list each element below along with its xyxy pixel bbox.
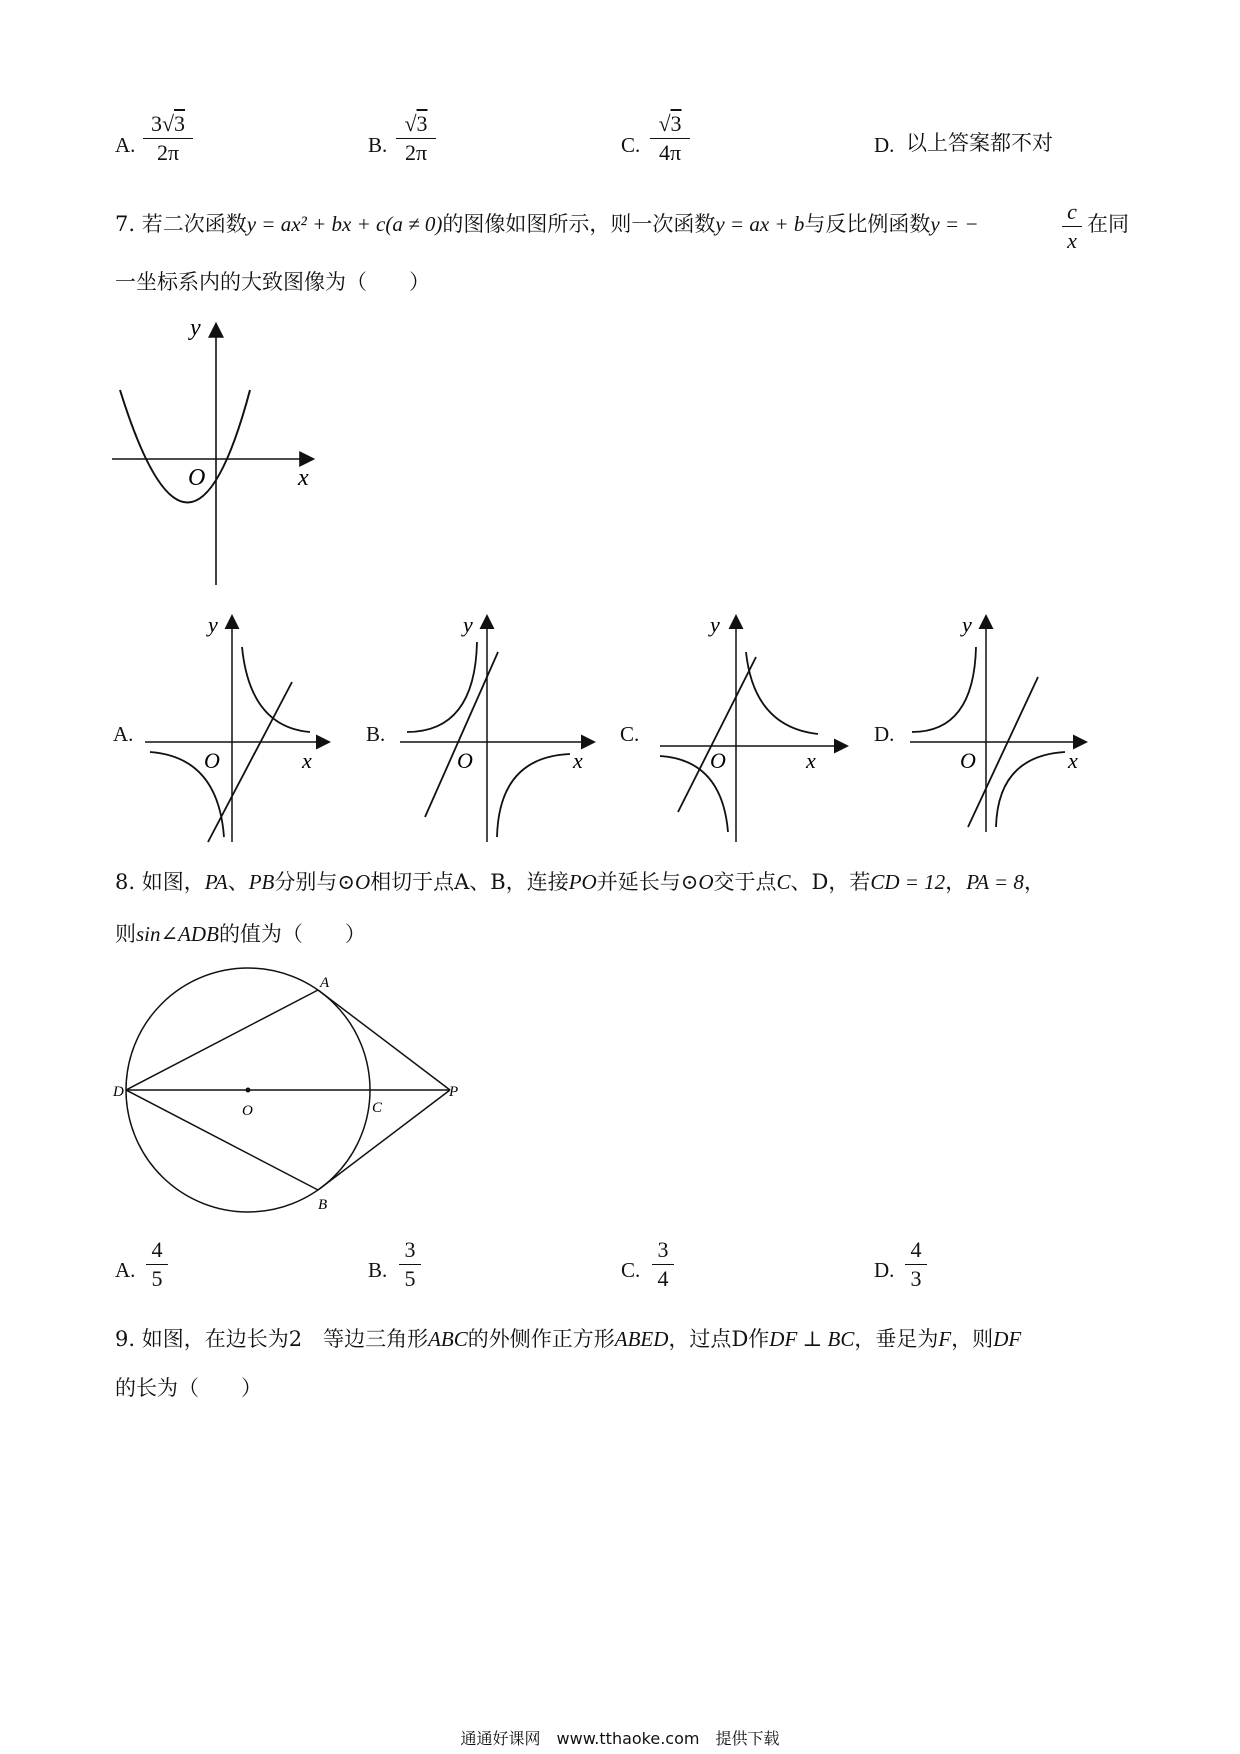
hyperbola-branch-1 [242,647,310,732]
q7-option-d-graph [900,612,1100,847]
q8-option-d-fraction: 4 3 [905,1238,927,1291]
q6-option-c-fraction: √3 4π [650,112,690,165]
q6-option-a-label: A. [115,133,136,157]
q7-line2: 一坐标系内的大致图像为（ ） [115,270,430,294]
q9-line1: 9. 如图，在边长为2 等边三角形ABC的外侧作正方形ABED，过点D作DF ⊥ BC，垂足为F，则DF [115,1327,1022,1351]
q8-line2: 则sin∠ADB的值为（ ） [115,922,366,946]
tangent-pa [318,990,450,1090]
q8-option-b-label: B. [368,1258,388,1282]
page-footer: 通通好课网 www.tthaoke.com 提供下载 [460,1729,780,1748]
q8-option-c-fraction: 3 4 [652,1238,674,1291]
y-axis-label: y [463,612,473,637]
origin-label: O [457,748,473,773]
q7-option-c-label: C. [620,722,640,746]
parabola-curve [120,390,250,503]
hyperbola-branch-1 [912,647,976,732]
center-point [246,1088,251,1093]
q7-option-b-graph [395,612,605,847]
q7-option-a-graph [140,612,340,847]
q8-option-a-fraction: 4 5 [146,1238,168,1291]
origin-label: O [960,748,976,773]
q8-option-c-label: C. [621,1258,641,1282]
linear-line [968,677,1038,827]
q8-option-d-label: D. [874,1258,895,1282]
q6-option-a-fraction: 3√3 2π [143,112,193,165]
label-p: P [449,1084,459,1100]
q7-option-c-graph [648,612,858,847]
label-a: A [320,975,330,991]
q7-line1: 7. 若二次函数y = ax² + bx + c(a ≠ 0)的图像如图所示，则一次函数y = ax + b与反比例函数y = − [115,212,979,236]
q6-option-b-label: B. [368,133,388,157]
q8-option-b-fraction: 3 5 [399,1238,421,1291]
x-axis-label: x [806,748,816,773]
q6-option-d-label: D. [874,133,895,157]
q8-line1: 8. 如图，PA、PB分别与⊙O相切于点A、B，连接PO并延长与⊙O交于点C、D，若CD = 12，PA = 8， [115,870,1045,894]
label-c: C [372,1100,383,1116]
y-axis-label: y [710,612,720,637]
origin-label: O [188,465,206,491]
y-axis-label: y [190,315,201,341]
q7-option-a-label: A. [113,722,134,746]
q6-option-b-fraction: √3 2π [396,112,436,165]
origin-label: O [204,748,220,773]
q6-option-c-label: C. [621,133,641,157]
x-axis-label: x [298,465,309,491]
x-axis-label: x [302,748,312,773]
hyperbola-branch-1 [746,652,818,734]
q7-line1-end: 在同 [1087,212,1129,236]
x-axis-label: x [1068,748,1078,773]
linear-line [208,682,292,842]
origin-label: O [710,748,726,773]
q8-option-a-label: A. [115,1258,136,1282]
y-axis-label: y [208,612,218,637]
label-o: O [242,1103,253,1119]
q7-option-b-label: B. [366,722,386,746]
label-d: D [113,1084,124,1100]
y-axis-label: y [962,612,972,637]
q7-parabola-graph [100,315,325,590]
hyperbola-branch-2 [996,752,1065,827]
q8-circle-figure [105,965,485,1215]
hyperbola-branch-2 [497,754,570,837]
q7-option-d-label: D. [874,722,895,746]
chord-da [126,990,318,1090]
q6-option-d-text: 以上答案都不对 [906,131,1053,155]
x-axis-label: x [573,748,583,773]
q9-line2: 的长为（ ） [115,1376,262,1400]
label-b: B [318,1197,328,1213]
chord-db [126,1090,318,1190]
q7-inverse-fraction: c x [1062,200,1082,253]
tangent-pb [318,1090,450,1190]
hyperbola-branch-1 [407,642,477,732]
